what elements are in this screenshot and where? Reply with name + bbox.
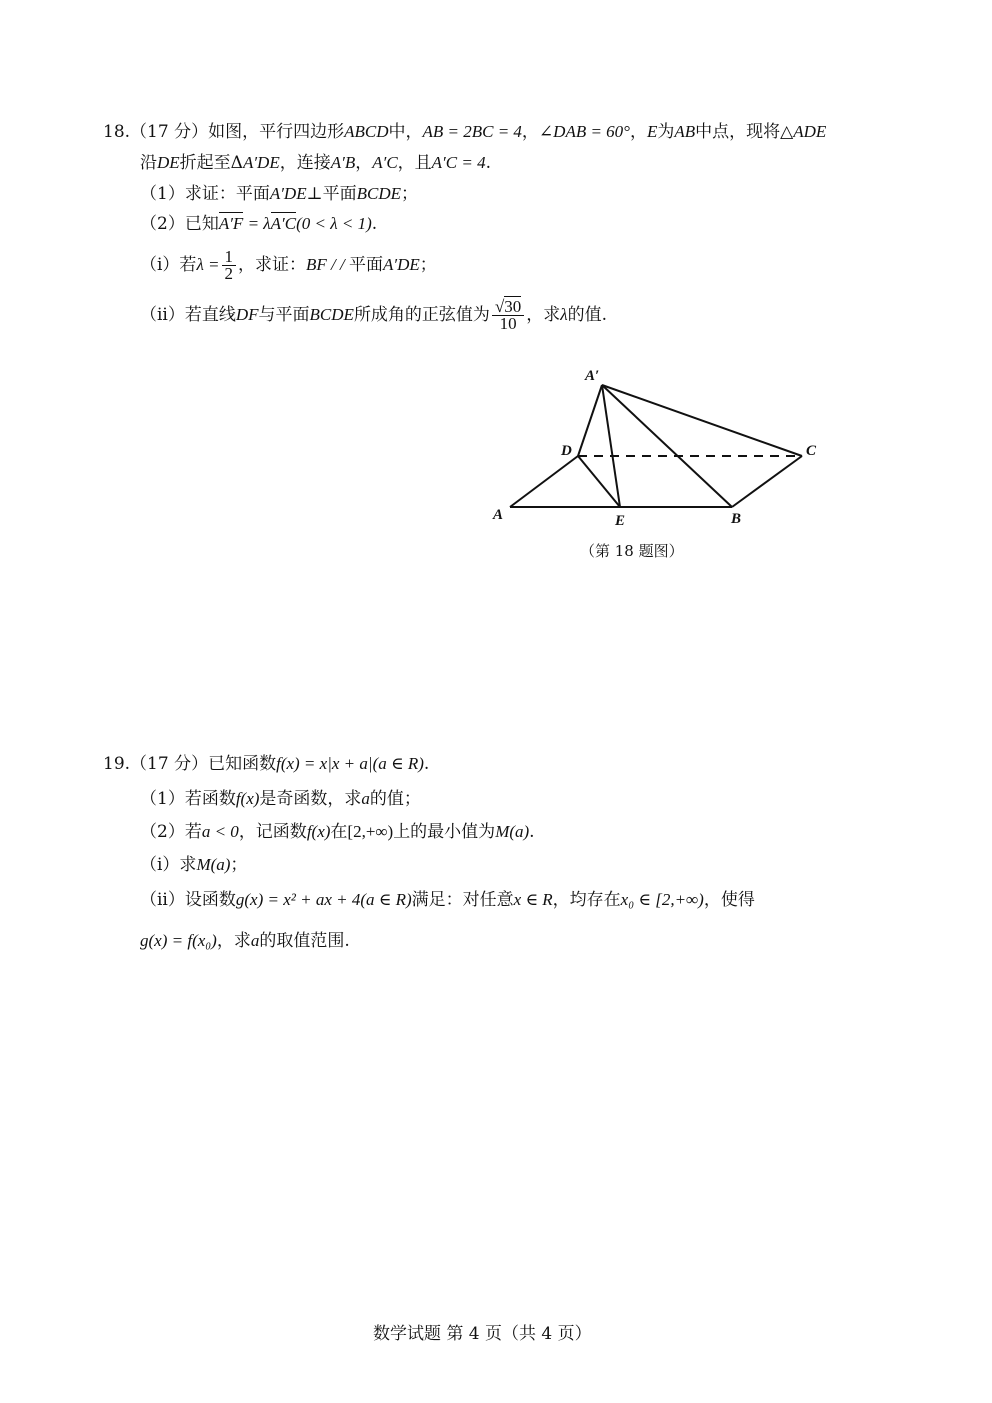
- edge-A1D: [578, 385, 602, 456]
- q18-math: A′C = 4: [431, 153, 486, 172]
- fraction-numerator: 1: [222, 249, 237, 266]
- q18-part2-ii: [140, 295, 607, 335]
- q19-math: f(x): [235, 789, 260, 808]
- q19-text: ，求: [216, 931, 251, 951]
- q19-score: （17 分）: [130, 754, 209, 774]
- q19-part2-ii: [140, 889, 755, 911]
- q18-text: ，求证：: [238, 255, 307, 275]
- figure-caption: （第 18 题图）: [580, 542, 684, 560]
- q18-text: ，且: [397, 153, 432, 173]
- q18-math: A′DE: [269, 184, 307, 203]
- q18-math: λ: [560, 305, 568, 324]
- q18-math: A′DE: [383, 255, 420, 274]
- q19-text: 满足：对任意: [411, 890, 514, 910]
- q19-math: g(x) = x² + ax + 4: [235, 890, 361, 909]
- q18-text: 沿: [140, 153, 157, 173]
- fraction-numerator: √30: [492, 299, 524, 316]
- q18-fraction-sqrt: [492, 299, 524, 332]
- q18-line-2: [140, 152, 491, 174]
- q19-text: 在: [330, 822, 348, 842]
- q18-math: AB: [674, 122, 696, 141]
- q19-text: 上的最小值为: [393, 822, 496, 842]
- q18-text: ，求: [526, 305, 561, 325]
- edge-A1B: [602, 385, 732, 507]
- q19-math: x ∈ R: [513, 890, 553, 909]
- q18-vector: A′C: [270, 214, 297, 233]
- q18-text: 为: [657, 122, 675, 142]
- q19-text: 是奇函数，求: [259, 789, 362, 809]
- q19-math: f(x): [306, 822, 331, 841]
- q18-math: = λ: [243, 214, 271, 233]
- q19-text: .: [423, 754, 430, 774]
- q18-text: ；: [419, 255, 437, 275]
- q18-score: （17 分）: [130, 122, 209, 142]
- q18-vector: A′F: [218, 214, 244, 233]
- q18-math: BF / /: [306, 255, 349, 274]
- q19-number: 19.: [103, 754, 131, 774]
- q19-text: .: [529, 822, 535, 842]
- fraction-denominator: 10: [499, 314, 517, 333]
- q18-part2-i: [140, 248, 437, 282]
- q18-figure: [485, 360, 835, 540]
- q19-math: g(x) = f(x₀): [140, 931, 217, 950]
- q18-math: λ =: [196, 255, 220, 274]
- q18-math: A′DE: [242, 153, 280, 172]
- q19-math: [2,+∞): [347, 822, 394, 841]
- label-A1: A′: [585, 368, 600, 384]
- q18-text: （1）求证：平面: [140, 184, 270, 204]
- sqrt-radicand: 30: [504, 297, 522, 316]
- q18-text: （i）若: [140, 255, 197, 275]
- q18-fraction: [222, 249, 237, 282]
- q19-math: a < 0: [201, 822, 239, 841]
- q19-text: ，记函数: [238, 822, 307, 842]
- q19-part2-i: [140, 854, 247, 876]
- q18-text: （ii）若直线: [140, 305, 236, 325]
- q19-text: ，均存在: [552, 890, 621, 910]
- q18-part1: [140, 183, 418, 205]
- q18-text: 折起至Δ: [179, 153, 243, 173]
- q19-math: a: [250, 931, 260, 950]
- fraction-denominator: 2: [224, 264, 234, 283]
- q18-text: 中，: [388, 122, 423, 142]
- q18-text: 与平面: [258, 305, 310, 325]
- q18-text: 如图，平行四边形: [208, 122, 345, 142]
- q18-part2: [140, 213, 377, 235]
- q18-text: ⊥平面: [306, 184, 357, 204]
- q18-line-1: [103, 121, 826, 143]
- label-D: D: [561, 443, 572, 459]
- q19-math: x₀ ∈ [2,+∞): [620, 890, 704, 909]
- q18-math: ADE: [793, 122, 827, 141]
- page-footer: 数学试题 第 4 页（共 4 页）: [373, 1324, 592, 1344]
- q19-text: 的取值范围.: [259, 931, 350, 951]
- q18-text: .: [485, 153, 491, 173]
- q18-math: BCDE: [309, 305, 354, 324]
- q18-text: 中点，现将△: [695, 122, 794, 142]
- q18-math: E: [646, 122, 658, 141]
- q18-text: 平面: [349, 255, 383, 275]
- label-A: A: [493, 507, 504, 523]
- q19-text: ；: [230, 855, 248, 875]
- q18-math: DE: [157, 153, 180, 172]
- q19-math: f(x) = x|x + a|: [276, 754, 373, 773]
- q18-math: A′C: [372, 153, 398, 172]
- q18-text: 所成角的正弦值为: [353, 305, 490, 325]
- q18-text: .: [371, 214, 378, 234]
- q19-text: 已知函数: [208, 754, 277, 774]
- q18-number: 18.: [103, 122, 131, 142]
- q19-part2-ii-cont: [140, 930, 350, 952]
- q19-text: ，使得: [703, 890, 755, 910]
- label-C: C: [806, 443, 817, 459]
- label-E: E: [615, 513, 626, 529]
- q18-text: ；: [400, 184, 418, 204]
- q19-text: 的值；: [369, 789, 421, 809]
- q18-math: DF: [235, 305, 259, 324]
- q18-text: ，: [355, 153, 373, 173]
- q19-text: （2）若: [140, 822, 202, 842]
- label-B: B: [731, 511, 742, 527]
- q18-math: ABCD: [344, 122, 389, 141]
- q19-math: (a ∈ R): [372, 754, 424, 773]
- q18-math: (0 < λ < 1): [296, 214, 372, 233]
- q18-text: 的值.: [567, 305, 608, 325]
- q18-text: ，: [629, 122, 647, 142]
- edge-A1C: [602, 385, 802, 456]
- q19-part2: [140, 821, 535, 843]
- q19-line-1: [103, 753, 429, 775]
- q19-text: （1）若函数: [140, 789, 236, 809]
- q19-part1: [140, 788, 421, 810]
- edge-BC: [732, 456, 802, 507]
- q19-math: M(a): [495, 822, 530, 841]
- q18-text: ，连接: [279, 153, 331, 173]
- q19-math: M(a): [196, 855, 231, 874]
- q18-math: ∠DAB = 60°: [538, 122, 630, 141]
- q19-text: （i）求: [140, 855, 197, 875]
- q19-math: (a ∈ R): [360, 890, 412, 909]
- q19-text: （ii）设函数: [140, 890, 236, 910]
- q18-math: BCDE: [356, 184, 401, 203]
- q18-text: （2）已知: [140, 214, 219, 234]
- edge-AD: [510, 456, 578, 507]
- q19-math: a: [361, 789, 370, 808]
- q18-text: ，: [521, 122, 539, 142]
- q18-math: AB = 2BC = 4: [422, 122, 522, 141]
- q18-math: A′B: [330, 153, 356, 172]
